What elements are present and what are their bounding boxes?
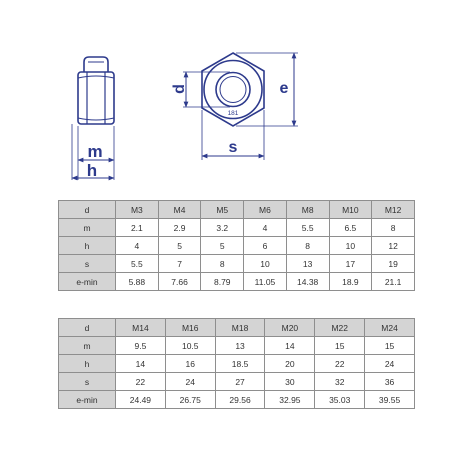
table-cell: 5.5 [286, 219, 329, 237]
row-label-cell: e-min [59, 273, 116, 291]
table-cell: 8.79 [201, 273, 244, 291]
table-cell: 18.9 [329, 273, 372, 291]
table-cell: 29.56 [215, 391, 265, 409]
table-cell: 7 [158, 255, 201, 273]
table-cell: 14 [116, 355, 166, 373]
table-cell: 13 [215, 337, 265, 355]
table-header-row [59, 201, 415, 219]
table-cell: 35.03 [315, 391, 365, 409]
header-cell: M4 [158, 201, 201, 219]
header-cell: M8 [286, 201, 329, 219]
table-cell: 5.5 [116, 255, 159, 273]
table-cell: 8 [372, 219, 415, 237]
table-cell: 6 [244, 237, 287, 255]
table-cell: 5.88 [116, 273, 159, 291]
row-label-cell: h [59, 237, 116, 255]
table-cell: 24.49 [116, 391, 166, 409]
header-cell: M3 [116, 201, 159, 219]
table-cell: 18.5 [215, 355, 265, 373]
table-cell: 21.1 [372, 273, 415, 291]
header-cell: M16 [165, 319, 215, 337]
header-cell: M12 [372, 201, 415, 219]
table-cell: 8 [286, 237, 329, 255]
header-cell: M10 [329, 201, 372, 219]
table-cell: 30 [265, 373, 315, 391]
table-cell: 10.5 [165, 337, 215, 355]
table-cell: 22 [315, 355, 365, 373]
table-cell: 14.38 [286, 273, 329, 291]
h-label: h [86, 161, 98, 180]
table-cell: 26.75 [165, 391, 215, 409]
table-cell: 24 [365, 355, 415, 373]
row-label-cell: m [59, 219, 116, 237]
nut-marking: 181 [227, 110, 239, 117]
row-label-cell: h [59, 355, 116, 373]
header-cell: M5 [201, 201, 244, 219]
table-row [59, 255, 415, 273]
table-cell: 15 [315, 337, 365, 355]
table-cell: 24 [165, 373, 215, 391]
table-row [59, 237, 415, 255]
s-label: s [228, 139, 238, 156]
table-row [59, 273, 415, 291]
table-row [59, 391, 415, 409]
header-cell: M24 [365, 319, 415, 337]
table-cell: 16 [165, 355, 215, 373]
header-cell: M22 [315, 319, 365, 337]
header-label-cell: d [59, 319, 116, 337]
row-label-cell: s [59, 255, 116, 273]
table-header-row [59, 319, 415, 337]
table-row [59, 355, 415, 373]
row-label-cell: s [59, 373, 116, 391]
table-cell: 11.05 [244, 273, 287, 291]
dimension-table-m14-m24 [58, 318, 415, 409]
table-cell: 4 [244, 219, 287, 237]
m-label: m [87, 142, 103, 161]
table-cell: 8 [201, 255, 244, 273]
table-row [59, 219, 415, 237]
table-cell: 12 [372, 237, 415, 255]
table-cell: 4 [116, 237, 159, 255]
table-cell: 15 [365, 337, 415, 355]
header-cell: M14 [116, 319, 166, 337]
table-cell: 2.1 [116, 219, 159, 237]
table-cell: 10 [244, 255, 287, 273]
table-cell: 39.55 [365, 391, 415, 409]
table-cell: 2.9 [158, 219, 201, 237]
table-cell: 5 [158, 237, 201, 255]
header-cell: M18 [215, 319, 265, 337]
table-cell: 14 [265, 337, 315, 355]
table-cell: 22 [116, 373, 166, 391]
table-row [59, 337, 415, 355]
e-label: e [279, 80, 289, 97]
header-cell: M6 [244, 201, 287, 219]
table-cell: 36 [365, 373, 415, 391]
table-cell: 27 [215, 373, 265, 391]
table-cell: 17 [329, 255, 372, 273]
table-cell: 10 [329, 237, 372, 255]
table-cell: 13 [286, 255, 329, 273]
table-cell: 5 [201, 237, 244, 255]
d-label: d [171, 84, 188, 94]
table-cell: 3.2 [201, 219, 244, 237]
row-label-cell: m [59, 337, 116, 355]
nut-technical-drawing [0, 0, 474, 190]
table-cell: 19 [372, 255, 415, 273]
front-view [183, 53, 298, 160]
dimension-table-m3-m12 [58, 200, 415, 291]
table-cell: 6.5 [329, 219, 372, 237]
table-cell: 32 [315, 373, 365, 391]
table-cell: 9.5 [116, 337, 166, 355]
table-cell: 20 [265, 355, 315, 373]
table-cell: 7.66 [158, 273, 201, 291]
header-cell: M20 [265, 319, 315, 337]
row-label-cell: e-min [59, 391, 116, 409]
table-row [59, 373, 415, 391]
header-label-cell: d [59, 201, 116, 219]
table-cell: 32.95 [265, 391, 315, 409]
